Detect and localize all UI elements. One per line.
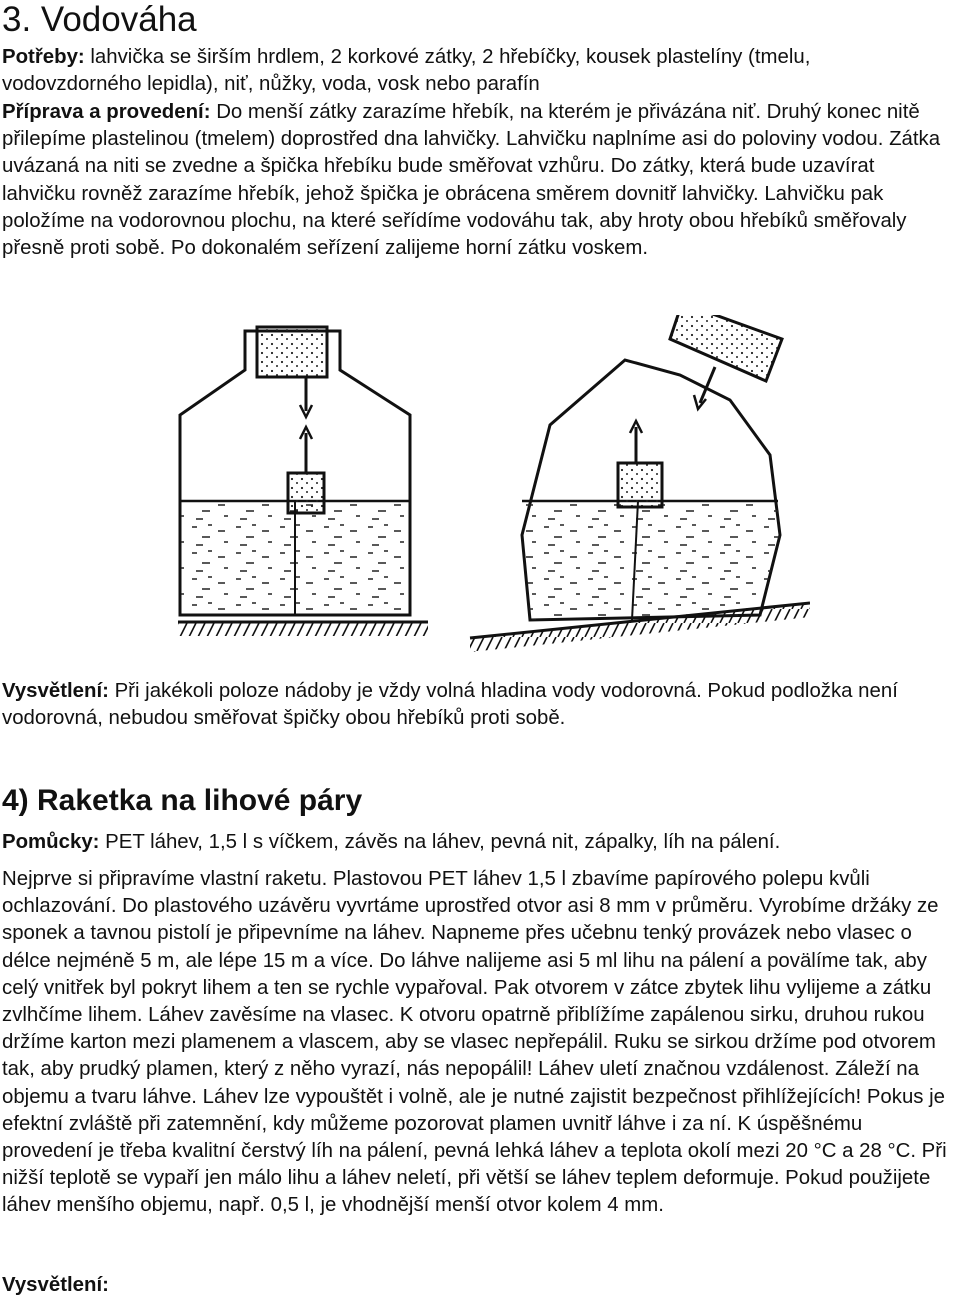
explanation-text: Při jakékoli poloze nádoby je vždy volná hladina vody vodorovná. Pokud podložka není vodorovná, nebudou směřovat špičky obou hřebíků proti sobě. — [2, 680, 898, 730]
ground-left — [178, 622, 428, 636]
explanation-paragraph — [2, 678, 952, 732]
explanation-label: Vysvětlení: — [2, 680, 109, 702]
section-4-title: 4) Raketka na lihové páry — [2, 784, 363, 817]
procedure-text: Do menší zátky zarazíme hřebík, na kterém je přivázána niť. Druhý konec nitě přilepíme plastelinou (tmelem) doprostřed dna lahvičky. Lahvičku naplníme asi do poloviny vodou. Zátka uvázaná na niti se zvedne a špička hřebíku bude směřovat vzhůru. Do zátky, která bude uzavírat lahvičku rovněž zarazíme hřebík, jehož špička je obrácena směrem dovnitř lahvičky. Lahvičku pak položíme na vodorovnou plochu, na které seřídíme vodováhu tak, aby hroty obou hřebíků směřovaly přesně proti sobě. Po dokonalém seřízení zalijeme horní zátku voskem. — [2, 101, 941, 260]
procedure-paragraph — [2, 99, 952, 262]
rocket-procedure-paragraph: Nejprve si připravíme vlastní raketu. Plastovou PET láhev 1,5 l zbavíme papírového polepu kvůli ochlazování. Do plastového uzávěru vyvrtáme uprostřed otvor asi 8 mm v průměru. Vyrobíme držáky ze sponek a tavnou pistolí je připevníme na láhev. Napneme přes učebnu tenký provázek nebo vlasec o délce nejméně 5 m, ale lépe 15 m a více. Do láhve nalijeme asi 5 ml lihu na pálení a povälíme tak, aby celý vnitřek byl pokryt lihem a ten se rychle vypařoval. Pak otvorem v zátce zbytek lihu vylijeme a zátku zvlhčíme lihem. Láhev zavěsíme na vlasec. K otvoru opatrně přiblížíme zapálenou sirku, druhou rukou držíme karton mezi plamenem a vlascem, aby se vlasec nepřepálil. Ruku se sirkou držíme pod otvorem tak, aby prudký plamen, který z něho vyrazí, nás nepopálil! Láhev uletí značnou vzdálenost. Záleží na objemu a tvaru láhve. Láhev lze vypouštět i volně, ale je nutné zajistit bezpečnost přihlížejících! Pokus je efektní zvláště při zatemnění, kdy můžeme pozorovat plamen uvnitř láhve i za ní. K úspěšnému provedení je třeba kvalitní čerstvý líh na pálení, pevná lehká láhev a teplota okolí mezi 20 °C a 28 °C. Při nižší teplotě se vypaří jen málo lihu a láhev neletí, při větší se láhev teplem deformuje. Pokud použijete láhev menšího objemu, např. 0,5 l, je vhodnější menší otvor kolem 4 mm. — [2, 868, 947, 1217]
needs-text: lahvička se širším hrdlem, 2 korkové zátky, 2 hřebíčky, kousek plastelíny (tmelu, vodovzdorného lepidla), niť, nůžky, voda, vosk nebo parafín — [2, 46, 811, 96]
needs-label: Potřeby: — [2, 46, 85, 68]
spirit-level-illustration — [170, 315, 810, 655]
needs-paragraph — [2, 44, 952, 98]
procedure-label: Příprava a provedení: — [2, 101, 211, 123]
rocket-explanation-label — [2, 1272, 952, 1299]
tools-text: PET láhev, 1,5 l s víčkem, závěs na láhev, pevná nit, zápalky, líh na pálení. — [99, 831, 781, 853]
rocket-explanation-label-text: Vysvětlení: — [2, 1274, 109, 1296]
section-3-title: 3. Vodováha — [2, 0, 197, 39]
tools-paragraph — [2, 829, 952, 856]
upright-bottle — [180, 327, 410, 615]
tilted-bottle — [522, 315, 782, 620]
tools-label: Pomůcky: — [2, 831, 100, 853]
